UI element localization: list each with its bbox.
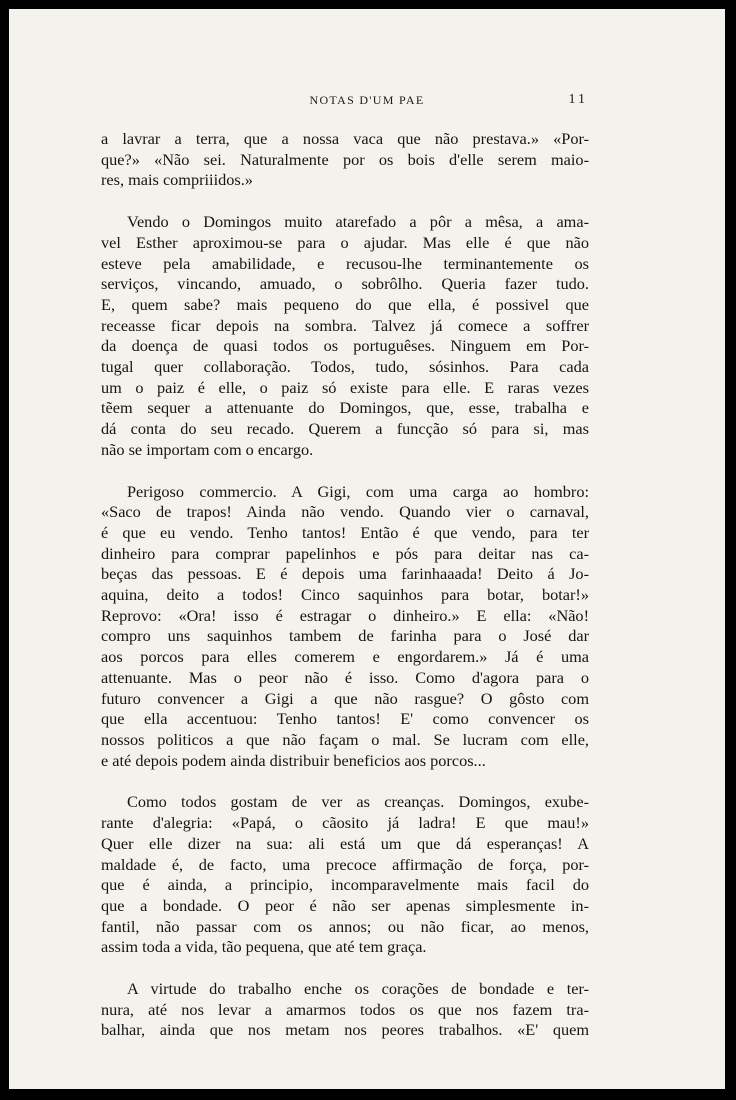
text-line: é que eu vendo. Tenho tantos! Então é que vendo, para ter — [101, 522, 589, 542]
text-line: tugal quer collaboração. Todos, tudo, sósinhos. Para cada — [101, 357, 589, 377]
text-line: a lavrar a terra, que a nossa vaca que não prestava.» «Por- — [101, 129, 589, 148]
text-line: attenuante. Mas o peor não é isso. Como d'agora para o — [101, 667, 589, 687]
paragraph — [101, 792, 589, 958]
text-line: aos porcos para elles comerem e engordarem.» Já é uma — [101, 647, 589, 667]
body-text — [101, 129, 589, 1041]
text-line: dinheiro para comprar papelinhos e pós para deitar nas ca- — [101, 543, 589, 563]
book-page — [9, 9, 725, 1089]
text-line: que é ainda, a principio, incomparavelmente mais facil do — [101, 875, 589, 895]
text-line: nura, até nos levar a amarmos todos os que nos fazem tra- — [101, 999, 589, 1019]
text-line: dá conta do seu recado. Querem a funcção só para si, mas — [101, 419, 589, 439]
text-line: res, mais compriiidos.» — [101, 170, 253, 190]
text-line: rante d'alegria: «Papá, o cãosito já ladra! E que mau!» — [101, 813, 589, 833]
text-line: tẽem sequer a attenuante do Domingos, que, esse, trabalha e — [101, 398, 589, 418]
text-line: «Saco de trapos! Ainda não vendo. Quando vier o carnaval, — [101, 502, 589, 522]
running-head — [9, 93, 725, 117]
text-line: futuro convencer a Gigi a que não rasgue? O gôsto com — [101, 688, 589, 708]
text-line: que ella accentuou: Tenho tantos! E' como convencer os — [101, 709, 589, 729]
text-line: um o paiz é elle, o paiz só existe para elle. E raras vezes — [101, 377, 589, 397]
text-line: não se importam com o encargo. — [101, 439, 314, 459]
text-line: assim toda a vida, tão pequena, que até tem graça. — [101, 937, 427, 957]
page-number: 11 — [568, 92, 588, 107]
text-line: Vendo o Domingos muito atarefado a pôr a mêsa, a ama- — [127, 212, 589, 232]
running-title: NOTAS D'UM PAE — [309, 93, 425, 107]
paragraph — [101, 212, 589, 460]
text-line: serviços, vincando, amuado, o sobrôlho. Queria fazer tudo. — [101, 274, 589, 294]
paragraph — [101, 129, 589, 191]
text-line: Perigoso commercio. A Gigi, com uma carga ao hombro: — [127, 481, 589, 501]
text-line: receasse ficar depois na sombra. Talvez já comece a soffrer — [101, 315, 589, 335]
text-line: E, quem sabe? mais pequeno do que ella, é possivel que — [101, 294, 589, 314]
text-line: da doença de quasi todos os portuguêses. Ninguem em Por- — [101, 336, 589, 356]
text-line: beças das pessoas. E é depois uma farinhaaada! Deito á Jo- — [101, 564, 589, 584]
text-line: que?» «Não sei. Naturalmente por os bois d'elle serem maio- — [101, 149, 589, 169]
text-line: e até depois podem ainda distribuir beneficios aos porcos... — [101, 750, 486, 770]
text-line: Como todos gostam de ver as creanças. Domingos, exube- — [127, 792, 589, 812]
text-line: vel Esther aproximou-se para o ajudar. Mas elle é que não — [101, 232, 589, 252]
paragraph — [101, 482, 589, 772]
text-line: balhar, ainda que nos metam nos peores trabalhos. «E' quem — [101, 1020, 589, 1040]
text-line: A virtude do trabalho enche os corações de bondade e ter- — [127, 979, 589, 999]
text-line: Reprovo: «Ora! isso é estragar o dinheiro.» E ella: «Não! — [101, 605, 589, 625]
text-line: maldade é, de facto, uma precoce affirmação de força, por- — [101, 854, 589, 874]
text-line: compro uns saquinhos tambem de farinha para o José dar — [101, 626, 589, 646]
paragraph — [101, 979, 589, 1041]
text-line: Quer elle dizer na sua: ali está um que dá esperanças! A — [101, 833, 589, 853]
text-line: aquina, deito a todos! Cinco saquinhos para botar, botar!» — [101, 585, 589, 605]
text-line: fantil, não passar com os annos; ou não ficar, ao menos, — [101, 916, 589, 936]
text-line: esteve pela amabilidade, e recusou-lhe terminantemente os — [101, 253, 589, 273]
text-line: nossos politicos a que não façam o mal. Se lucram com elle, — [101, 729, 589, 749]
text-line: que a bondade. O peor é não ser apenas simplesmente in- — [101, 895, 589, 915]
